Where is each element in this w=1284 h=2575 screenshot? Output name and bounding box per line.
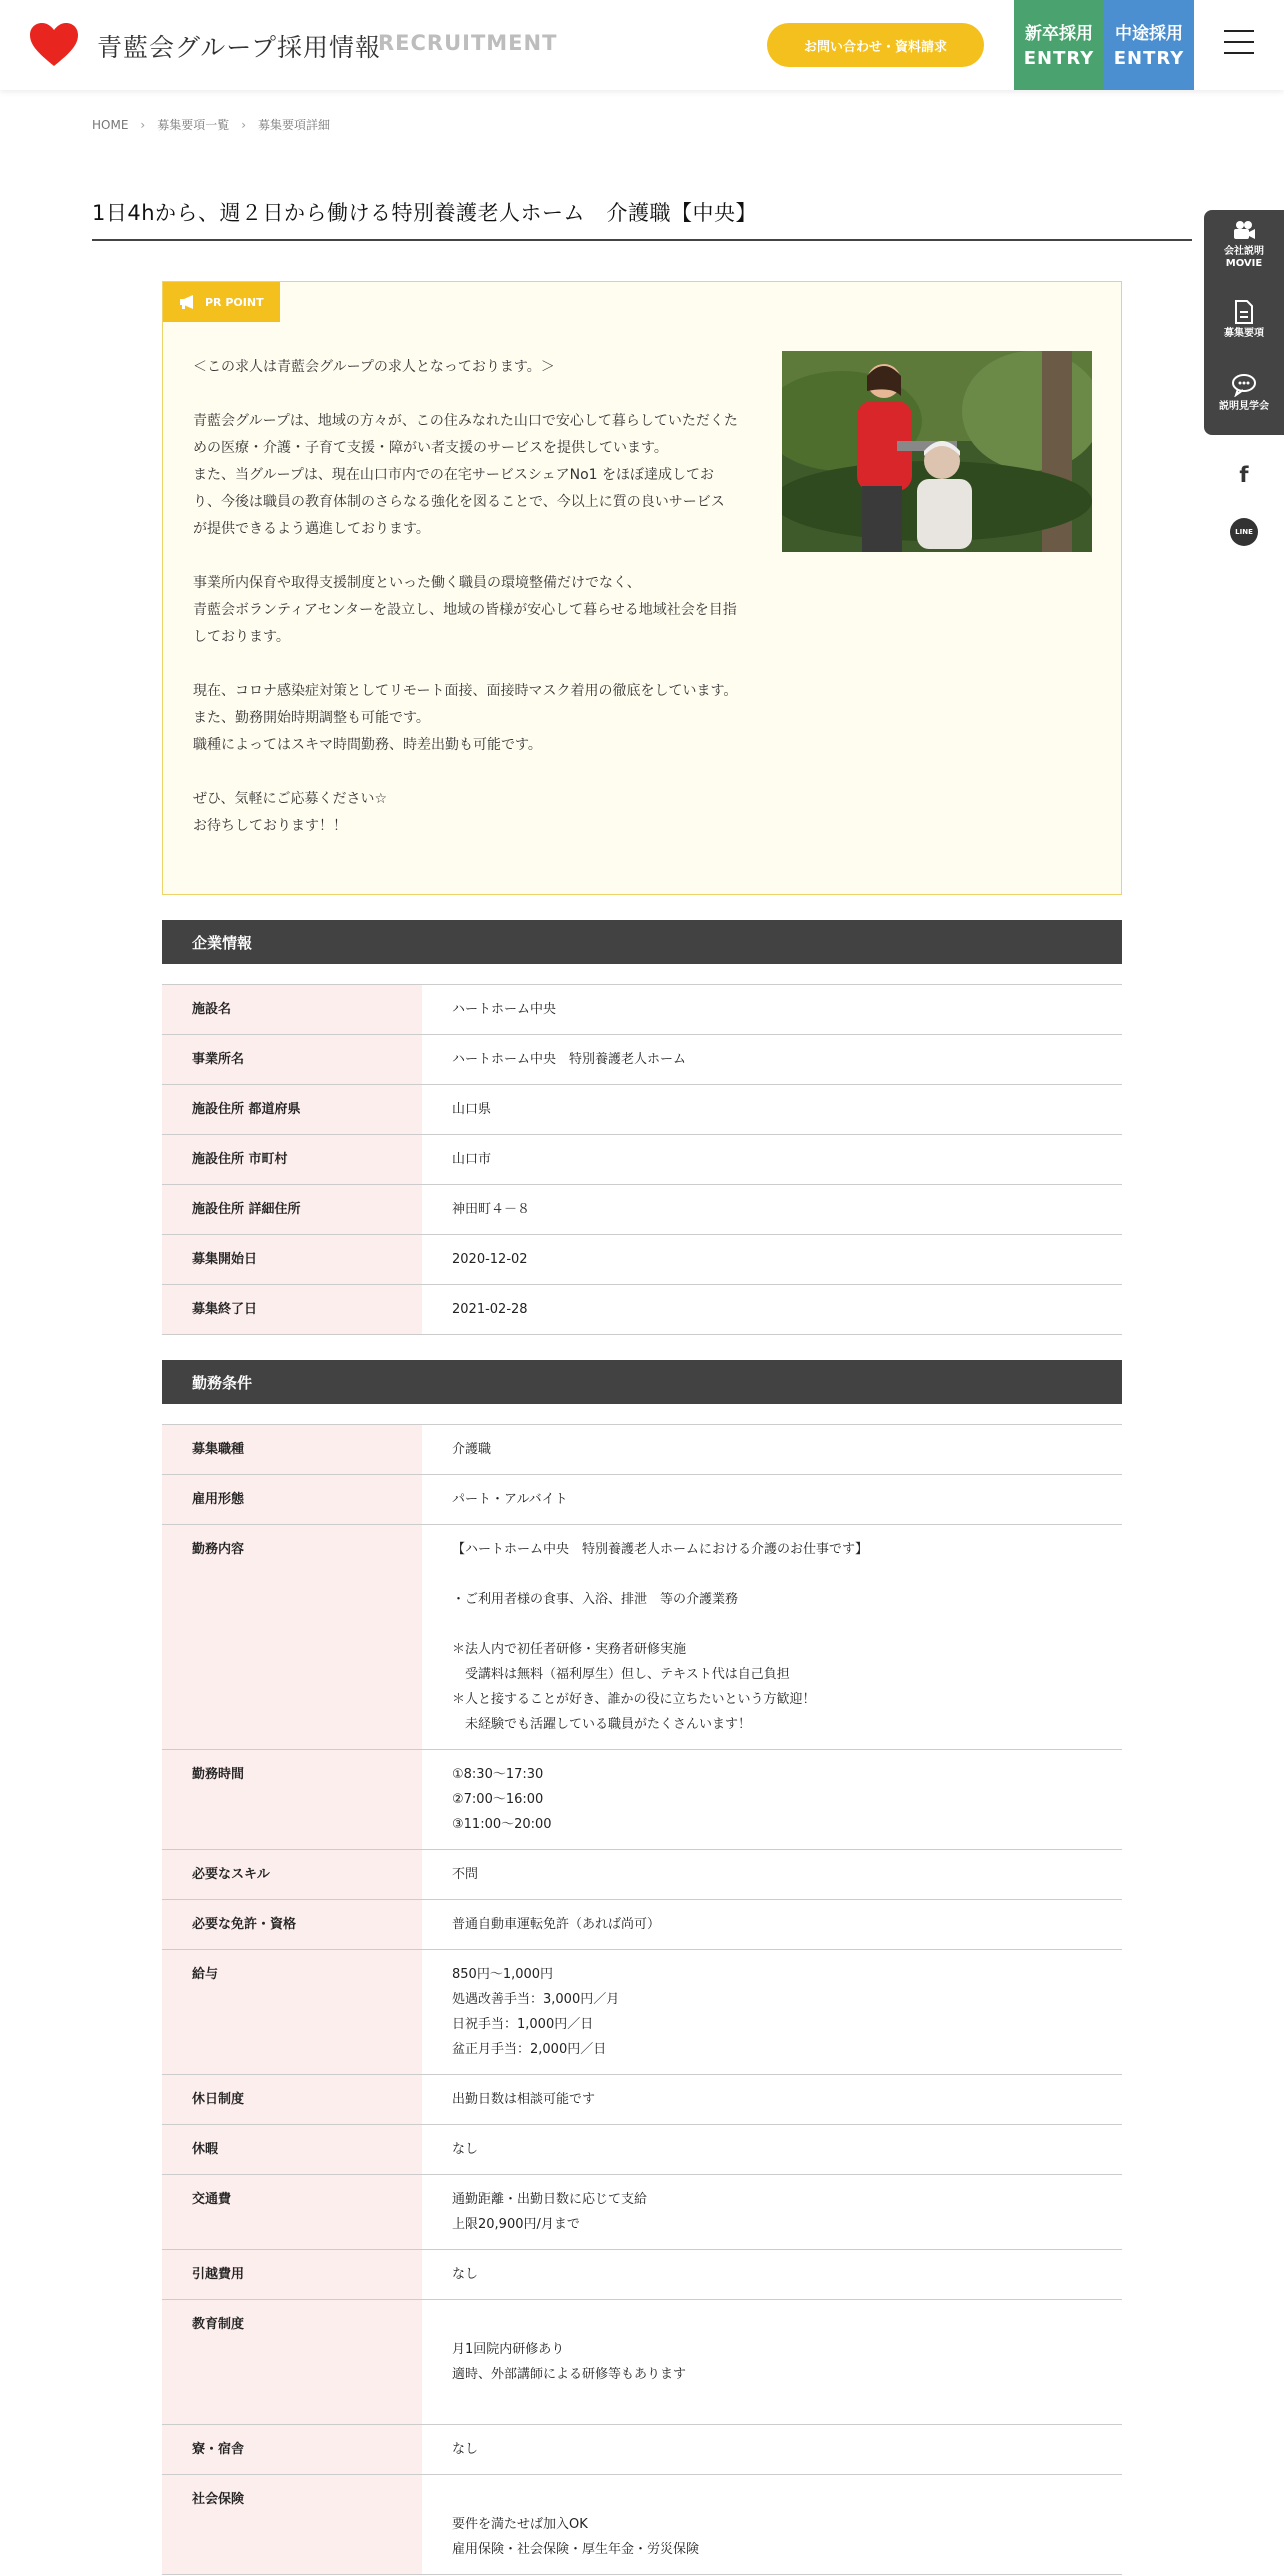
row-label: 募集終了日: [162, 1285, 422, 1334]
entry-mid-sublabel: ENTRY: [1113, 48, 1185, 69]
company-info-heading: 企業情報: [162, 920, 1122, 964]
side-item-recruit-info[interactable]: [1204, 300, 1284, 340]
value-line: 受講料は無料（福利厚生）但し、テキスト代は自己負担: [452, 1667, 790, 1682]
row-value: 神田町４－８: [452, 1202, 531, 1217]
caregiver-with-elderly-photo: [782, 351, 1092, 552]
pr-paragraph: [193, 543, 738, 570]
row-value: 2020-12-02: [452, 1252, 528, 1267]
value-line: 上限20,900円/月まで: [452, 2217, 580, 2232]
caregiver-photo: [782, 351, 1092, 552]
value-line: ②7:00～16:00: [452, 1792, 544, 1807]
site-header: [0, 0, 1284, 90]
work-conditions-table: [162, 1424, 1122, 2575]
title-divider: [92, 239, 1192, 241]
pr-paragraph: ＜この求人は青藍会グループの求人となっております。＞: [193, 359, 555, 375]
row-label: 施設住所 詳細住所: [162, 1185, 422, 1234]
new-graduate-entry-button[interactable]: [1014, 0, 1104, 90]
contact-button[interactable]: お問い合わせ・資料請求: [767, 23, 984, 67]
chevron-right-icon: ›: [140, 117, 146, 132]
row-value: なし: [452, 2442, 479, 2457]
hamburger-menu-icon[interactable]: [1224, 30, 1254, 58]
row-value: [422, 2475, 1122, 2574]
row-value: [422, 1950, 1122, 2074]
table-row: [162, 1850, 1122, 1900]
value-line: 【ハートホーム中央 特別養護老人ホームにおける介護のお仕事です】: [452, 1542, 869, 1557]
row-label: 必要なスキル: [162, 1850, 422, 1899]
value-line: 適時、外部講師による研修等もあります: [452, 2367, 687, 2382]
mid-career-entry-button[interactable]: [1104, 0, 1194, 90]
value-line: 処遇改善手当：3,000円／月: [452, 1992, 620, 2007]
row-value: 介護職: [452, 1442, 492, 1457]
table-row: [162, 1900, 1122, 1950]
entry-mid-label: 中途採用: [1115, 24, 1183, 44]
side-item-label: 会社説明: [1224, 246, 1264, 257]
pr-paragraph: 青藍会グループは、地域の方々が、この住みなれた山口で安心して暮らしていただくための医療・介護・子育て支援・障がい者支援のサービスを提供しています。: [193, 413, 738, 456]
value-line: ③11:00～20:00: [452, 1817, 552, 1832]
page-title: 1日4hから、週２日から働ける特別養護老人ホーム 介護職【中央】: [92, 201, 758, 225]
side-item-briefing[interactable]: [1204, 373, 1284, 413]
chevron-right-icon: ›: [241, 117, 247, 132]
value-line: 月1回院内研修あり: [452, 2342, 565, 2357]
table-row: [162, 1285, 1122, 1335]
pr-paragraph: 事業所内保育や取得支援制度といった働く職員の環境整備だけでなく、: [193, 575, 641, 591]
document-icon: [1234, 300, 1254, 324]
table-row: [162, 1235, 1122, 1285]
table-row: [162, 1135, 1122, 1185]
table-row: [162, 1750, 1122, 1850]
table-row: [162, 1425, 1122, 1475]
row-value: 普通自動車運転免許（あれば尚可）: [452, 1917, 661, 1932]
pr-paragraph: また、当グループは、現在山口市内での在宅サービスシェアNo1 をほぼ達成しており、今後は職員の教育体制のさらなる強化を図ることで、今以上に質の良いサービスが提供できるよう邁進しております。: [193, 467, 725, 537]
table-row: [162, 2425, 1122, 2475]
row-value: なし: [452, 2142, 479, 2157]
row-label: 休日制度: [162, 2075, 422, 2124]
breadcrumb: [92, 116, 330, 133]
pr-paragraph: 青藍会ボランティアセンターを設立し、地域の皆様が安心して暮らせる地域社会を目指しております。: [193, 602, 737, 645]
table-row: [162, 1085, 1122, 1135]
row-label: 必要な免許・資格: [162, 1900, 422, 1949]
value-line: 雇用保険・社会保険・厚生年金・労災保険: [452, 2542, 700, 2557]
table-row: [162, 2300, 1122, 2425]
site-title[interactable]: 青藍会グループ採用情報: [97, 33, 382, 62]
value-line: 日祝手当：1,000円／日: [452, 2017, 594, 2032]
breadcrumb-recruit-list[interactable]: 募集要項一覧: [157, 118, 230, 132]
value-line: ①8:30～17:30: [452, 1767, 544, 1782]
value-line: ・ご利用者様の食事、入浴、排泄 等の介護業務: [452, 1592, 739, 1607]
value-line: ＊法人内で初任者研修・実務者研修実施: [452, 1642, 687, 1657]
row-label: 募集職種: [162, 1425, 422, 1474]
table-row: [162, 2075, 1122, 2125]
row-value: 山口県: [452, 1102, 492, 1117]
breadcrumb-current: 募集要項詳細: [258, 118, 331, 132]
megaphone-icon: [179, 295, 197, 309]
side-panel: [1204, 210, 1284, 435]
company-info-table: [162, 984, 1122, 1335]
entry-new-label: 新卒採用: [1025, 24, 1093, 44]
side-item-sublabel: MOVIE: [1225, 258, 1263, 269]
work-conditions-heading: 勤務条件: [162, 1360, 1122, 1404]
row-value: ハートホーム中央: [452, 1002, 557, 1017]
row-value: 山口市: [452, 1152, 492, 1167]
row-label: 引越費用: [162, 2250, 422, 2299]
row-label: 交通費: [162, 2175, 422, 2249]
value-line: 850円～1,000円: [452, 1967, 554, 1982]
value-line: [452, 2487, 1092, 2512]
row-value: 2021-02-28: [452, 1302, 528, 1317]
value-line: 未経験でも活躍している職員がたくさんいます！: [452, 1717, 752, 1732]
chat-bubble-icon: [1231, 373, 1257, 397]
site-subtitle: RECRUITMENT: [378, 31, 558, 55]
side-item-company-movie[interactable]: [1204, 220, 1284, 270]
table-row: [162, 1185, 1122, 1235]
table-row: [162, 2175, 1122, 2250]
row-label: 勤務内容: [162, 1525, 422, 1749]
entry-new-sublabel: ENTRY: [1023, 48, 1095, 69]
value-line: [452, 1612, 1092, 1637]
pr-text: [193, 354, 738, 840]
row-value: [422, 1750, 1122, 1849]
value-line: [452, 2312, 1092, 2337]
row-value: [422, 2300, 1122, 2424]
row-label: 雇用形態: [162, 1475, 422, 1524]
pr-paragraph: [193, 381, 738, 408]
heart-logo-icon[interactable]: [28, 22, 80, 68]
row-label: 募集開始日: [162, 1235, 422, 1284]
pr-paragraph: 現在、コロナ感染症対策としてリモート面接、面接時マスク着用の徹底をしています。また、勤務開始時期調整も可能です。: [193, 683, 738, 726]
value-line: 通勤距離・出勤日数に応じて支給: [452, 2192, 648, 2207]
pr-point-box: [162, 281, 1122, 895]
table-row: [162, 2250, 1122, 2300]
row-label: 施設住所 市町村: [162, 1135, 422, 1184]
pr-paragraph: [193, 759, 738, 786]
table-row: [162, 2125, 1122, 2175]
table-row: [162, 1475, 1122, 1525]
value-line: ＊人と接することが好き、誰かの役に立ちたいという方歓迎！: [452, 1692, 816, 1707]
row-label: 施設住所 都道府県: [162, 1085, 422, 1134]
row-value: [422, 2175, 1122, 2249]
pr-paragraph: お待ちしております！！: [193, 818, 347, 834]
row-label: 給与: [162, 1950, 422, 2074]
value-line: 盆正月手当：2,000円／日: [452, 2042, 607, 2057]
table-row: [162, 2475, 1122, 2575]
breadcrumb-home[interactable]: HOME: [92, 117, 129, 132]
table-row: [162, 1035, 1122, 1085]
row-label: 寮・宿舎: [162, 2425, 422, 2474]
table-row: [162, 985, 1122, 1035]
value-line: [452, 1562, 1092, 1587]
side-item-label: 説明見学会: [1219, 401, 1269, 412]
pr-paragraph: ぜひ、気軽にご応募ください☆: [193, 791, 387, 807]
side-item-label: 募集要項: [1224, 328, 1264, 339]
row-value: ハートホーム中央 特別養護老人ホーム: [452, 1052, 687, 1067]
row-label: 事業所名: [162, 1035, 422, 1084]
value-line: [452, 2387, 1092, 2412]
row-value: 不問: [452, 1867, 479, 1882]
row-label: 教育制度: [162, 2300, 422, 2424]
pr-paragraph: 職種によってはスキマ時間勤務、時差出勤も可能です。: [193, 737, 542, 753]
facebook-icon[interactable]: f: [1239, 463, 1249, 487]
row-label: 勤務時間: [162, 1750, 422, 1849]
row-value: パート・アルバイト: [452, 1492, 568, 1507]
pr-point-label: PR POINT: [205, 295, 264, 309]
row-value: 出勤日数は相談可能です: [452, 2092, 596, 2107]
row-label: 施設名: [162, 985, 422, 1034]
pr-point-tag: [163, 282, 280, 322]
row-label: 社会保険: [162, 2475, 422, 2574]
table-row: [162, 1525, 1122, 1750]
row-label: 休暇: [162, 2125, 422, 2174]
table-row: [162, 1950, 1122, 2075]
video-camera-icon: [1231, 220, 1257, 242]
value-line: 要件を満たせば加入OK: [452, 2517, 588, 2532]
line-icon[interactable]: LINE: [1230, 518, 1258, 546]
row-value: [422, 1525, 1122, 1749]
pr-paragraph: [193, 651, 738, 678]
row-value: なし: [452, 2267, 479, 2282]
